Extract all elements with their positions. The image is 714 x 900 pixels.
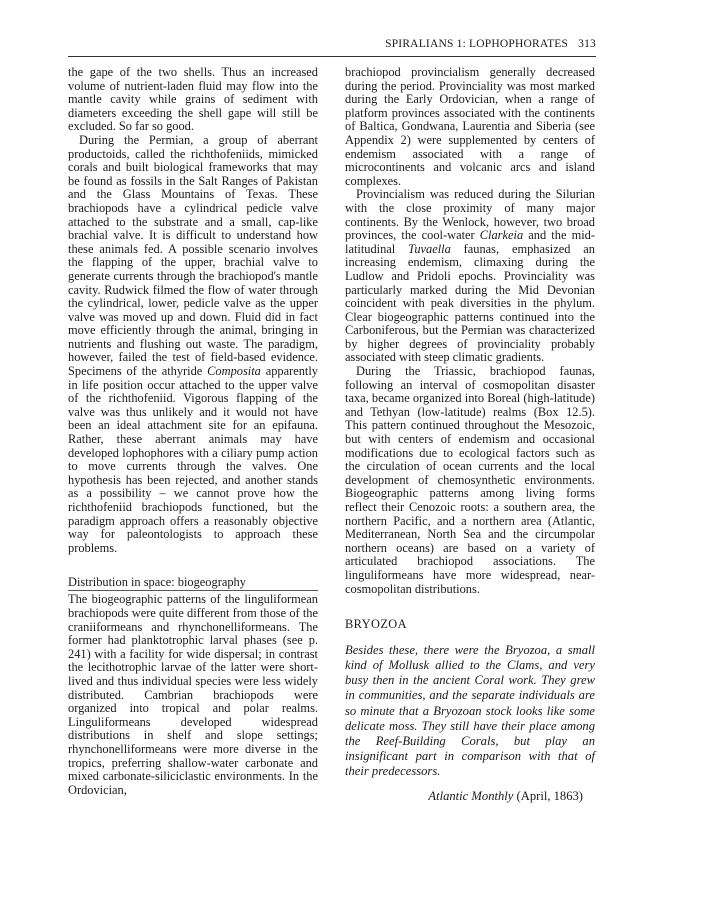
page-number: 313 <box>578 38 596 50</box>
taxon-name: Clarkeia <box>479 228 524 243</box>
text-run: faunas, emphasized an increasing endemism, climaxing during the Ludlow and Pridoli epochs. Provinciality was particularly marked during the Mid Devonian coincident with peak diversities in the phylum. Clear biogeographic patterns continued into the Carboniferous, but the Permian was characterized by higher degrees of provinciality probably associated with steep climatic gradients. <box>345 241 595 365</box>
paragraph <box>68 134 318 555</box>
paragraph: During the Triassic, brachiopod faunas, following an interval of cosmopolitan disaster taxa, became organized into Boreal (high-latitude) and Tethyan (low-latitude) realms (Box 12.5). This pattern continued throughout the Mesozoic, but with centers of endemism and occasional modifications due to ecological factors such as the circulation of ocean currents and the local development of chemosynthetic environments. Biogeographic patterns among living forms reflect their Cenozoic roots: a southern area, the northern Pacific, and a northern area (Atlantic, Mediterranean, North Sea and the circumpolar northern oceans) are based on a variety of articulated brachiopod associations. The linguliformeans have more widespread, near-cosmopolitan distributions. <box>345 364 595 596</box>
paragraph <box>345 188 595 365</box>
taxon-name: Composita <box>207 364 261 379</box>
text-run: During the Permian, a group of aberrant productoids, called the richthofeniids, mimicked corals and built biological frameworks that may be found as fossils in the Salt Ranges of Pakistan and the Glass Mountains of Texas. These brachiopods have a cylindrical pedicle valve attached to the substrate and a small, cap-like brachial valve. It is difficult to understand how these animals fed. A possible scenario involves the flapping of the upper, brachial valve to generate currents through the brachiopod's mantle cavity. Rudwick filmed the flow of water through the cylindrical, lower, pedicle valve as the upper valve was moved up and down. Fluid did in fact move efficiently through the animal, bringing in nutrients and flushing out waste. The paradigm, however, failed the test of field-based evidence. Specimens of the athyride <box>68 132 318 379</box>
epigraph-attribution <box>345 790 583 804</box>
text-run: and the mid-latitudinal <box>345 228 595 256</box>
epigraph-source: Atlantic Monthly <box>428 788 514 803</box>
section-heading: Distribution in space: biogeography <box>68 575 318 591</box>
running-header <box>68 38 596 57</box>
taxon-name: Tuvaella <box>408 241 451 256</box>
paragraph: The biogeographic patterns of the linguliformean brachiopods were quite different from those of the craniiformeans and rhynchonelliformeans. The former had planktotrophic larval phases (see p. 241) with a facility for wide dispersal; in contrast the lecithotrophic larvae of the latter were short-lived and thus individual species were less widely distributed. Cambrian brachiopods were organized into tropical and polar realms. Linguliformeans developed widespread distributions in shelf and slope settings; rhynchonelliformeans were more diverse in the tropics, preferring shallow-water carbonate and mixed carbonate-siliciclastic environments. In the Ordovician, <box>68 592 318 797</box>
running-header-text <box>385 38 596 50</box>
section-heading-bryozoa: BRYOZOA <box>345 617 408 632</box>
paragraph: brachiopod provincialism generally decreased during the period. Provinciality was most marked during the Early Ordovician, when a range of platform provinces associated with the continents of Baltica, Gondwana, Laurentia and Siberia (see Appendix 2) were supplemented by centers of endemism associated with a range of microcontinents and volcanic arcs and island complexes. <box>345 65 595 188</box>
left-column <box>68 66 318 797</box>
right-column <box>345 66 595 803</box>
running-title: SPIRALIANS 1: LOPHOPHORATES <box>385 38 569 50</box>
epigraph-date: (April, 1863) <box>513 788 583 803</box>
epigraph-quote: Besides these, there were the Bryozoa, a small kind of Mollusk allied to the Clams, and very busy then in the ancient Coral work. They grew in communities, and the separate individuals are so minute that a Bryozoan stock looks like some delicate moss. They still have their place among the Reef-Building Corals, but play an insignificant part in comparison with that of their predecessors. <box>345 642 595 779</box>
text-run: apparently in life position occur attached to the upper valve of the richthofeniid. Vigorous flapping of the valve was thus unlikely and it would not have been an ideal attachment site for an epifauna. Rather, these aberrant animals may have developed lophophores with a ciliary pump action to move currents through the valves. One hypothesis has been rejected, and another stands as a possibility – we cannot prove how the richthofeniid brachiopods functioned, but the paradigm approach offers a reasonably objective way for paleontologists to approach these problems. <box>68 364 319 555</box>
paragraph: the gape of the two shells. Thus an increased volume of nutrient-laden fluid may flow into the mantle cavity while grains of sediment with diameters exceeding the shell gape will still be excluded. So far so good. <box>68 65 318 134</box>
text-run: Provincialism was reduced during the Silurian with the close proximity of many major continents. By the Wenlock, however, two broad provinces, the cool-water <box>345 187 595 243</box>
